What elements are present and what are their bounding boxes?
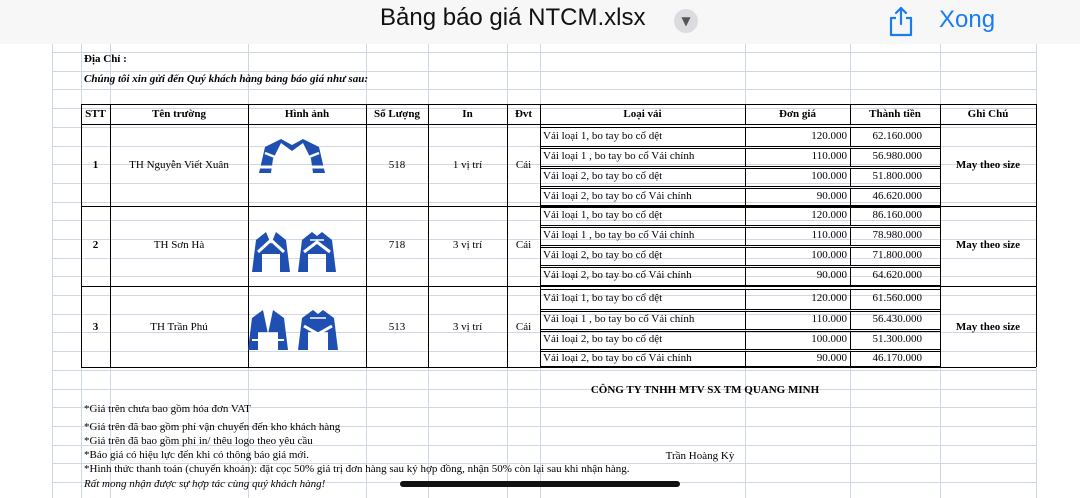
school-name: TH Nguyễn Viết Xuân <box>129 159 229 171</box>
note-cell: May theo size <box>955 159 1021 171</box>
gridline <box>52 370 1036 371</box>
scroll-indicator[interactable] <box>400 481 680 487</box>
unit-cell: Cái <box>515 239 532 251</box>
fabric-type: Vải loại 1, bo tay bo cổ dệt <box>543 209 663 221</box>
gridline <box>52 71 1036 72</box>
fabric-type: Vải loại 2, bo tay bo cổ dệt <box>543 170 663 182</box>
line-total: 64.620.000 <box>872 269 922 281</box>
done-button[interactable]: Xong <box>939 6 996 33</box>
print-cell: 3 vị trí <box>452 239 483 251</box>
unit-price: 110.000 <box>811 229 847 241</box>
note-line: *Giá trên đã bao gồm phí vận chuyển đến kho khách hàng <box>84 421 341 433</box>
unit-price: 100.000 <box>811 170 847 182</box>
signer-name: Trần Hoàng Kỳ <box>665 450 735 462</box>
note-line: *Báo giá có hiệu lực đến khi có thông báo giá mới. <box>84 449 310 461</box>
fabric-type: Vải loại 1, bo tay bo cổ dệt <box>543 130 663 142</box>
unit-price: 100.000 <box>811 249 847 261</box>
column-header: Thành tiền <box>869 108 921 120</box>
spreadsheet[interactable] <box>0 44 1080 498</box>
line-total: 61.560.000 <box>872 292 922 304</box>
table-border <box>540 104 541 367</box>
unit-price: 120.000 <box>811 130 847 142</box>
print-cell: 3 vị trí <box>452 321 483 333</box>
line-total: 71.800.000 <box>872 249 922 261</box>
fabric-type: Vải loại 1, bo tay bo cổ dệt <box>543 292 663 304</box>
gridline <box>52 44 53 498</box>
fabric-type: Vải loại 1 , bo tay bo cổ Vải chính <box>543 229 695 241</box>
table-border <box>540 289 940 290</box>
note-line: *Giá trên chưa bao gồm hóa đơn VAT <box>84 403 251 415</box>
unit-price: 90.000 <box>816 352 847 364</box>
gridline <box>52 183 1036 184</box>
jacket-image <box>250 226 292 274</box>
address-label: Địa Chỉ : <box>84 53 127 65</box>
gridline <box>52 89 1036 90</box>
line-total: 51.300.000 <box>872 333 922 345</box>
table-border <box>81 104 1036 105</box>
fabric-type: Vải loại 2, bo tay bo cổ Vải chính <box>543 190 692 202</box>
fabric-type: Vải loại 2, bo tay bo cổ Vải chính <box>543 352 692 364</box>
table-border <box>540 366 940 367</box>
column-header: Ghi Chú <box>967 108 1009 120</box>
note-line: *Hình thức thanh toán (chuyển khoản): đặt cọc 50% giá trị đơn hàng sau ký hợp đồng, nhận 50% còn lại sau khi nhận hàng. <box>84 463 630 475</box>
line-total: 56.980.000 <box>872 150 922 162</box>
fabric-type: Vải loại 1 , bo tay bo cổ Vải chính <box>543 150 695 162</box>
gridline <box>52 202 1036 203</box>
jacket-image <box>296 226 338 274</box>
table-border <box>540 127 940 128</box>
column-header: Loại vải <box>623 108 662 120</box>
jacket-image <box>255 133 329 177</box>
fabric-type: Vải loại 2, bo tay bo cổ dệt <box>543 249 663 261</box>
note-line: Rất mong nhận được sự hợp tác cùng quý khách hàng! <box>84 478 326 490</box>
line-total: 78.980.000 <box>872 229 922 241</box>
table-border <box>81 124 1036 125</box>
column-header: Đvt <box>514 108 533 120</box>
chevron-down-icon[interactable]: ▼ <box>674 9 698 33</box>
school-name: TH Trần Phú <box>150 321 208 333</box>
stt-cell: 2 <box>92 239 99 251</box>
line-total: 62.160.000 <box>872 130 922 142</box>
unit-price: 110.000 <box>811 150 847 162</box>
print-cell: 1 vị trí <box>452 159 483 171</box>
fabric-type: Vải loại 2, bo tay bo cổ dệt <box>543 333 663 345</box>
intro-text: Chúng tôi xin gửi đến Quý khách hàng bảng báo giá như sau: <box>84 73 368 85</box>
line-total: 46.170.000 <box>872 352 922 364</box>
document-title[interactable]: Bảng báo giá NTCM.xlsx <box>380 4 646 31</box>
share-icon[interactable] <box>886 5 916 37</box>
column-header: Số Lượng <box>373 108 420 120</box>
column-header: Hình ảnh <box>284 108 330 120</box>
jacket-image <box>296 304 340 352</box>
column-header: Đơn giá <box>779 108 816 120</box>
note-line: *Giá trên đã bao gồm phí in/ thêu logo theo yêu cầu <box>84 435 313 447</box>
unit-price: 100.000 <box>811 333 847 345</box>
quantity-cell: 718 <box>388 239 406 251</box>
note-cell: May theo size <box>955 321 1021 333</box>
line-total: 56.430.000 <box>872 313 922 325</box>
quantity-cell: 513 <box>388 321 406 333</box>
column-header: STT <box>85 108 106 120</box>
unit-price: 120.000 <box>811 209 847 221</box>
line-total: 46.620.000 <box>872 190 922 202</box>
unit-price: 110.000 <box>811 313 847 325</box>
stt-cell: 3 <box>92 321 99 333</box>
note-cell: May theo size <box>955 239 1021 251</box>
column-header: In <box>462 108 473 120</box>
unit-price: 90.000 <box>816 190 847 202</box>
unit-cell: Cái <box>515 159 532 171</box>
line-total: 86.160.000 <box>872 209 922 221</box>
title-bar <box>0 0 1080 45</box>
unit-price: 120.000 <box>811 292 847 304</box>
jacket-image <box>246 304 290 352</box>
column-header: Tên trường <box>152 108 206 120</box>
stt-cell: 1 <box>92 159 99 171</box>
school-name: TH Sơn Hà <box>153 239 205 251</box>
unit-price: 90.000 <box>816 269 847 281</box>
table-border <box>540 285 940 286</box>
quantity-cell: 518 <box>388 159 406 171</box>
company-name: CÔNG TY TNHH MTV SX TM QUANG MINH <box>590 384 820 396</box>
line-total: 51.800.000 <box>872 170 922 182</box>
fabric-type: Vải loại 2, bo tay bo cổ Vải chính <box>543 269 692 281</box>
fabric-type: Vải loại 1 , bo tay bo cổ Vải chính <box>543 313 695 325</box>
table-border <box>1036 104 1037 367</box>
unit-cell: Cái <box>515 321 532 333</box>
